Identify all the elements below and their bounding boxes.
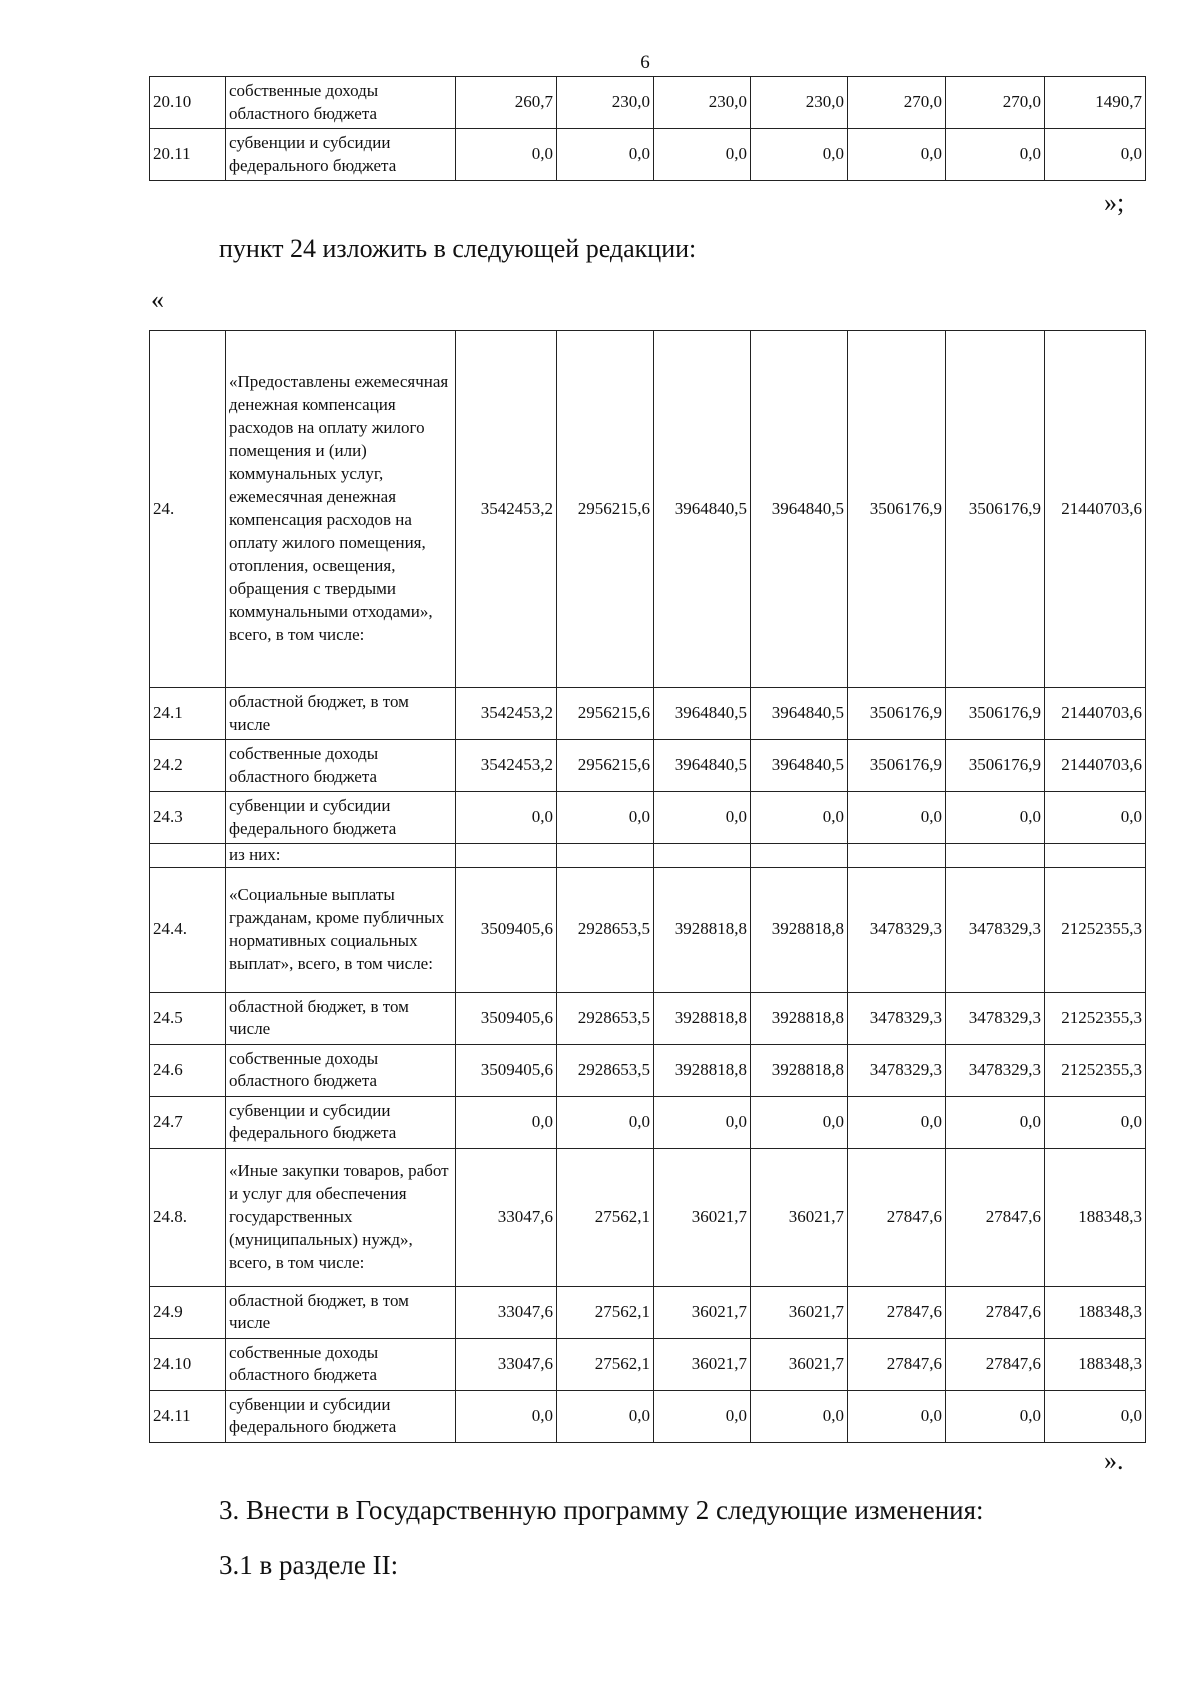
- value-cell: 3964840,5: [654, 740, 751, 792]
- value-cell: 3506176,9: [848, 331, 946, 688]
- table-row: [150, 129, 1146, 181]
- row-description: субвенции и субсидии федерального бюджета: [226, 792, 456, 844]
- value-cell: 33047,6: [456, 1148, 557, 1286]
- value-cell: 0,0: [557, 792, 654, 844]
- value-cell: 3506176,9: [946, 331, 1045, 688]
- row-code: 24.6: [150, 1044, 226, 1096]
- value-cell: 3506176,9: [848, 740, 946, 792]
- value-cell: 27562,1: [557, 1148, 654, 1286]
- value-cell: [848, 844, 946, 868]
- value-cell: 0,0: [848, 792, 946, 844]
- row-code: 24.8.: [150, 1148, 226, 1286]
- closing-quote: ».: [1104, 1446, 1124, 1475]
- value-cell: 27847,6: [946, 1338, 1045, 1390]
- value-cell: 33047,6: [456, 1286, 557, 1338]
- value-cell: 0,0: [946, 129, 1045, 181]
- value-cell: 0,0: [654, 1390, 751, 1442]
- value-cell: 0,0: [456, 1390, 557, 1442]
- value-cell: 27847,6: [946, 1148, 1045, 1286]
- paragraph-3-1: 3.1 в разделе II:: [219, 1550, 399, 1580]
- value-cell: 0,0: [751, 792, 848, 844]
- value-cell: 3928818,8: [654, 992, 751, 1044]
- row-code: 24.10: [150, 1338, 226, 1390]
- value-cell: 27847,6: [848, 1338, 946, 1390]
- table-row: [150, 1148, 1146, 1286]
- row-description: субвенции и субсидии федерального бюджета: [226, 129, 456, 181]
- value-cell: 3509405,6: [456, 1044, 557, 1096]
- table-row: [150, 688, 1146, 740]
- row-code: 24.: [150, 331, 226, 688]
- value-cell: 0,0: [557, 1390, 654, 1442]
- value-cell: 2928653,5: [557, 1044, 654, 1096]
- value-cell: 21440703,6: [1045, 331, 1146, 688]
- value-cell: 36021,7: [751, 1338, 848, 1390]
- value-cell: 188348,3: [1045, 1338, 1146, 1390]
- value-cell: 0,0: [456, 1096, 557, 1148]
- value-cell: 0,0: [946, 1390, 1045, 1442]
- table-row: [150, 331, 1146, 688]
- table-row: [150, 992, 1146, 1044]
- row-code: 24.4.: [150, 867, 226, 992]
- value-cell: 0,0: [1045, 129, 1146, 181]
- row-description: областной бюджет, в том числе: [226, 992, 456, 1044]
- page-number: 6: [640, 52, 650, 73]
- row-code: 20.11: [150, 129, 226, 181]
- row-description: субвенции и субсидии федерального бюджета: [226, 1096, 456, 1148]
- row-description: областной бюджет, в том числе: [226, 1286, 456, 1338]
- value-cell: 3928818,8: [751, 992, 848, 1044]
- table-row: [150, 844, 1146, 868]
- value-cell: 3964840,5: [654, 688, 751, 740]
- value-cell: [456, 844, 557, 868]
- value-cell: 270,0: [848, 77, 946, 129]
- value-cell: 3542453,2: [456, 331, 557, 688]
- value-cell: 3542453,2: [456, 688, 557, 740]
- value-cell: 3964840,5: [751, 740, 848, 792]
- row-description: «Предоставлены ежемесячная денежная компенсация расходов на оплату жилого помещения и (или) коммунальных услуг, ежемесячная денежная компенсация расходов на оплату жилого помещения, отопления, освещения, обращения с твердыми коммунальными отходами», всего, в том числе:: [226, 331, 456, 688]
- value-cell: 0,0: [848, 1096, 946, 1148]
- value-cell: 21440703,6: [1045, 740, 1146, 792]
- value-cell: 36021,7: [654, 1338, 751, 1390]
- value-cell: 0,0: [557, 129, 654, 181]
- row-code: 24.5: [150, 992, 226, 1044]
- row-code: 24.3: [150, 792, 226, 844]
- value-cell: 0,0: [1045, 1390, 1146, 1442]
- value-cell: 3478329,3: [848, 1044, 946, 1096]
- row-description: собственные доходы областного бюджета: [226, 77, 456, 129]
- value-cell: 3478329,3: [848, 867, 946, 992]
- value-cell: 27562,1: [557, 1338, 654, 1390]
- row-description: собственные доходы областного бюджета: [226, 740, 456, 792]
- table-row: [150, 1096, 1146, 1148]
- value-cell: 260,7: [456, 77, 557, 129]
- value-cell: 33047,6: [456, 1338, 557, 1390]
- paragraph-3: 3. Внести в Государственную программу 2 следующие изменения:: [219, 1495, 984, 1525]
- value-cell: 3964840,5: [751, 331, 848, 688]
- value-cell: 27562,1: [557, 1286, 654, 1338]
- value-cell: 3928818,8: [751, 1044, 848, 1096]
- row-code: 24.7: [150, 1096, 226, 1148]
- row-description: из них:: [226, 844, 456, 868]
- amendment-instruction: пункт 24 изложить в следующей редакции:: [219, 234, 697, 263]
- value-cell: [654, 844, 751, 868]
- value-cell: [557, 844, 654, 868]
- value-cell: 3506176,9: [946, 688, 1045, 740]
- value-cell: 188348,3: [1045, 1148, 1146, 1286]
- row-description: «Иные закупки товаров, работ и услуг для обеспечения государственных (муниципальных) нужд», всего, в том числе:: [226, 1148, 456, 1286]
- value-cell: 21252355,3: [1045, 1044, 1146, 1096]
- row-description: субвенции и субсидии федерального бюджета: [226, 1390, 456, 1442]
- table-row: [150, 1286, 1146, 1338]
- value-cell: 2928653,5: [557, 867, 654, 992]
- value-cell: 230,0: [751, 77, 848, 129]
- row-code: [150, 844, 226, 868]
- value-cell: 2956215,6: [557, 331, 654, 688]
- value-cell: 2956215,6: [557, 688, 654, 740]
- value-cell: 3478329,3: [946, 1044, 1045, 1096]
- value-cell: 0,0: [848, 129, 946, 181]
- value-cell: 2956215,6: [557, 740, 654, 792]
- value-cell: 230,0: [654, 77, 751, 129]
- value-cell: 3928818,8: [654, 1044, 751, 1096]
- value-cell: 3928818,8: [751, 867, 848, 992]
- value-cell: 3509405,6: [456, 867, 557, 992]
- row-description: собственные доходы областного бюджета: [226, 1338, 456, 1390]
- value-cell: 36021,7: [751, 1148, 848, 1286]
- value-cell: 21252355,3: [1045, 992, 1146, 1044]
- value-cell: 1490,7: [1045, 77, 1146, 129]
- row-code: 24.1: [150, 688, 226, 740]
- value-cell: 0,0: [1045, 1096, 1146, 1148]
- value-cell: 21252355,3: [1045, 867, 1146, 992]
- value-cell: 3478329,3: [848, 992, 946, 1044]
- value-cell: 2928653,5: [557, 992, 654, 1044]
- budget-table-item-24: [149, 330, 1146, 1443]
- row-code: 24.11: [150, 1390, 226, 1442]
- table-row: [150, 867, 1146, 992]
- value-cell: 3478329,3: [946, 867, 1045, 992]
- row-description: собственные доходы областного бюджета: [226, 1044, 456, 1096]
- value-cell: 0,0: [1045, 792, 1146, 844]
- table-row: [150, 740, 1146, 792]
- row-code: 24.9: [150, 1286, 226, 1338]
- value-cell: 0,0: [751, 1096, 848, 1148]
- value-cell: 3506176,9: [848, 688, 946, 740]
- table-row: [150, 792, 1146, 844]
- value-cell: 0,0: [848, 1390, 946, 1442]
- value-cell: [1045, 844, 1146, 868]
- opening-quote: «: [151, 285, 164, 314]
- value-cell: 0,0: [654, 129, 751, 181]
- value-cell: 27847,6: [946, 1286, 1045, 1338]
- value-cell: 188348,3: [1045, 1286, 1146, 1338]
- table-row: [150, 77, 1146, 129]
- value-cell: 27847,6: [848, 1148, 946, 1286]
- value-cell: 0,0: [946, 792, 1045, 844]
- table-row: [150, 1338, 1146, 1390]
- value-cell: 3928818,8: [654, 867, 751, 992]
- value-cell: 0,0: [456, 792, 557, 844]
- value-cell: 230,0: [557, 77, 654, 129]
- value-cell: 270,0: [946, 77, 1045, 129]
- value-cell: 36021,7: [654, 1286, 751, 1338]
- value-cell: 0,0: [751, 1390, 848, 1442]
- value-cell: 3506176,9: [946, 740, 1045, 792]
- value-cell: 3964840,5: [654, 331, 751, 688]
- row-description: областной бюджет, в том числе: [226, 688, 456, 740]
- row-code: 20.10: [150, 77, 226, 129]
- value-cell: 0,0: [557, 1096, 654, 1148]
- value-cell: 0,0: [654, 792, 751, 844]
- value-cell: [946, 844, 1045, 868]
- value-cell: 0,0: [946, 1096, 1045, 1148]
- budget-table-top: [149, 76, 1146, 181]
- value-cell: 27847,6: [848, 1286, 946, 1338]
- value-cell: 36021,7: [654, 1148, 751, 1286]
- value-cell: 0,0: [456, 129, 557, 181]
- value-cell: 3509405,6: [456, 992, 557, 1044]
- table-row: [150, 1390, 1146, 1442]
- row-code: 24.2: [150, 740, 226, 792]
- value-cell: 3964840,5: [751, 688, 848, 740]
- value-cell: 0,0: [751, 129, 848, 181]
- value-cell: [751, 844, 848, 868]
- row-description: «Социальные выплаты гражданам, кроме публичных нормативных социальных выплат», всего, в том числе:: [226, 867, 456, 992]
- value-cell: 0,0: [654, 1096, 751, 1148]
- value-cell: 3542453,2: [456, 740, 557, 792]
- value-cell: 3478329,3: [946, 992, 1045, 1044]
- table-row: [150, 1044, 1146, 1096]
- value-cell: 21440703,6: [1045, 688, 1146, 740]
- value-cell: 36021,7: [751, 1286, 848, 1338]
- closing-quote: »;: [1104, 188, 1125, 217]
